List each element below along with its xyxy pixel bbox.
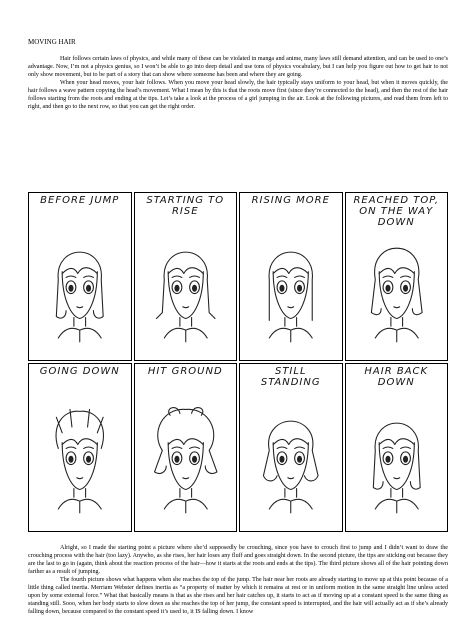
panel-4 (345, 192, 449, 361)
panel-caption: HAIR BACK DOWN (364, 366, 429, 388)
eyebrow (172, 276, 182, 277)
panel-caption: HIT GROUND (147, 366, 223, 377)
hair-outline (56, 409, 103, 448)
mouth (77, 478, 83, 479)
mouth (393, 307, 399, 308)
panel-caption: REACHED TOP, ON THE WAY DOWN (353, 195, 440, 228)
mouth (182, 478, 188, 479)
girl-illustration (135, 193, 237, 360)
panel-2 (134, 192, 238, 361)
neck-and-collar (269, 317, 312, 341)
eyebrow (383, 447, 393, 448)
hair-outline (371, 248, 422, 314)
pupil (191, 456, 196, 463)
bangs (379, 268, 414, 274)
panel-3 (239, 192, 343, 361)
face-outline (168, 272, 203, 319)
eyebrow (295, 276, 305, 277)
pupil (86, 456, 91, 463)
panel-7 (239, 363, 343, 532)
eyebrow (172, 447, 182, 448)
neck-and-collar (58, 317, 101, 341)
panel-1 (28, 192, 132, 361)
eyebrow (277, 276, 287, 277)
face-outline (168, 443, 203, 490)
intro-paragraph-2: When your head moves, your hair follows. When you move your head slowly, the hair typically stays uniform to your head, but when it moves quickly, the hair follows a wave pattern copying the head’s movement. What I mean by this is that the roots move first (since they’re connected to the head), and then the rest of the hair follows starting from the roots and ending at the tips. Let’s take a look at the process of a girl jumping in the air. Look at the following pictures, and read them from left to right, and then go to the next row, so that you can get the right order. (28, 80, 448, 110)
face-outline (62, 272, 97, 319)
pupil (68, 456, 73, 463)
hair-outline (156, 252, 215, 318)
face-outline (62, 443, 97, 490)
neck-and-collar (375, 317, 418, 341)
page-heading: MOVING HAIR (28, 38, 76, 46)
mouth (288, 478, 294, 479)
pupil (297, 456, 302, 463)
eyebrow (66, 447, 76, 448)
neck-and-collar (269, 488, 312, 512)
bangs (62, 268, 97, 274)
bangs (168, 439, 203, 445)
eyebrow (189, 276, 199, 277)
face-outline (379, 272, 414, 319)
intro-section (28, 38, 448, 111)
pupil (86, 285, 91, 292)
pupil (68, 285, 73, 292)
panel-5 (28, 363, 132, 532)
eyebrow (383, 276, 393, 277)
eyebrow (295, 447, 305, 448)
pupil (402, 285, 407, 292)
eyebrow (400, 276, 410, 277)
mouth (288, 307, 294, 308)
face-outline (379, 443, 414, 490)
mouth (77, 307, 83, 308)
neck-and-collar (375, 488, 418, 512)
girl-illustration (346, 364, 448, 531)
girl-illustration (240, 364, 342, 531)
eyebrow (400, 447, 410, 448)
girl-illustration (29, 193, 131, 360)
neck-and-collar (164, 488, 207, 512)
bangs (62, 439, 97, 445)
neck-and-collar (164, 317, 207, 341)
hair-outline (269, 252, 312, 320)
bangs (273, 268, 308, 274)
pupil (385, 456, 390, 463)
closing-paragraph-2: The fourth picture shows what happens when she reaches the top of the jump. The hair near her roots are already starting to move up at this point because of a little thing called inertia. Merriam Webster defines inertia as “a property of matter by which it remains at rest or in uniform motion in the same straight line unless acted upon by some external force.” What that basically means is that as she rises and her hair catches up, it starts to act as if moving up at a constant speed is the same thing as standing still. Sooo, when her body starts to slow down as she reaches the top of her jump, the constant speed is interrupted, and the hair will actually act as if she’s already falling down, because compared to the constant speed it’s used to, it IS falling down. I know (28, 577, 448, 615)
mouth (182, 307, 188, 308)
pupil (402, 456, 407, 463)
pupil (174, 456, 179, 463)
panel-caption: STARTING TO RISE (146, 195, 225, 217)
eyebrow (84, 447, 94, 448)
eyebrow (84, 276, 94, 277)
face-outline (273, 272, 308, 319)
eyebrow (189, 447, 199, 448)
neck-and-collar (58, 488, 101, 512)
pupil (174, 285, 179, 292)
panel-caption: GOING DOWN (39, 366, 120, 377)
pupil (279, 285, 284, 292)
mouth (393, 478, 399, 479)
pupil (279, 456, 284, 463)
girl-illustration (240, 193, 342, 360)
bangs (273, 439, 308, 445)
panel-8 (345, 363, 449, 532)
girl-illustration (135, 364, 237, 531)
illustration-grid (28, 192, 448, 532)
intro-paragraph-1: Hair follows certain laws of physics, and while many of these can be violated in manga and anime, many laws still demand attention, and can be used to one’s advantage. Now, I’m not a physics genius, so I won’t be able to go into deep detail and use tons of physics vocabulary, but I can help you figure out how to get hair to not only show movement, but to be part of a story that can show where someone has been and where they are going. (28, 56, 448, 78)
bangs (379, 439, 414, 445)
panel-caption: RISING MORE (251, 195, 330, 206)
panel-caption: BEFORE JUMP (40, 195, 120, 206)
eyebrow (277, 447, 287, 448)
hair-outline (263, 421, 318, 481)
pupil (191, 285, 196, 292)
hair-outline (154, 408, 216, 474)
panel-caption: STILL STANDING (260, 366, 321, 388)
closing-section (28, 544, 448, 616)
pupil (297, 285, 302, 292)
face-outline (273, 443, 308, 490)
eyebrow (66, 276, 76, 277)
bangs (168, 268, 203, 274)
panel-6 (134, 363, 238, 532)
closing-paragraph-1: Alright, so I made the starting point a picture where she’d supposedly be crouching, since you have to crouch first to jump and I didn’t want to draw the crouching process with the hair (too lazy). Anywho, as she rises, her hair loses any fluff and goes straight down. In the second picture, the tips are sticking out because they are the last to go in (again, think about the reaction process of the hair—how it starts at the roots and ends at the tips). The third picture shows all of the hair pointing down farther as a result of jumping. (28, 545, 448, 575)
pupil (385, 285, 390, 292)
girl-illustration (29, 364, 131, 531)
